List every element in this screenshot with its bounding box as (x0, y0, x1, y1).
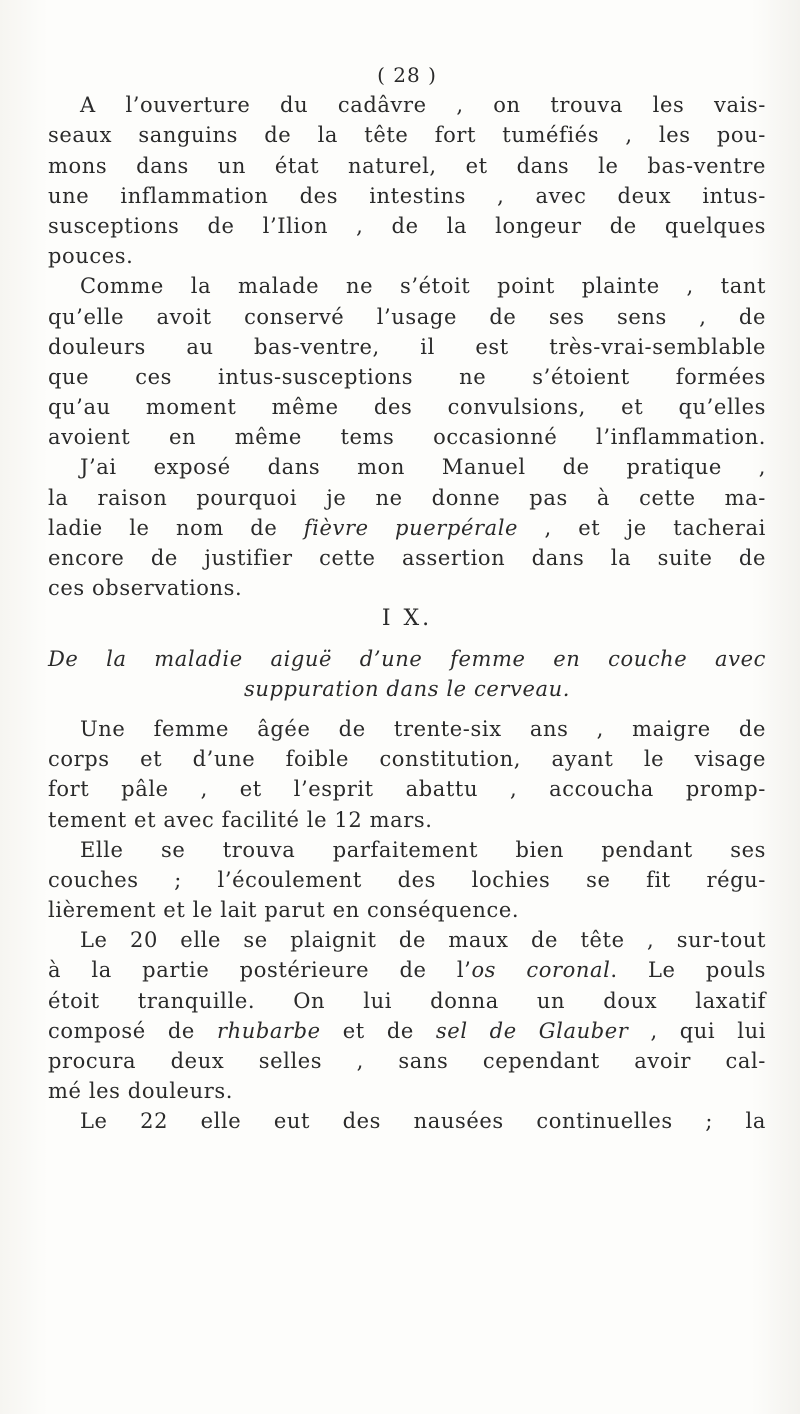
text-line-mixed (48, 1016, 766, 1046)
italic-term: sel de Glauber (435, 1018, 629, 1043)
text-line: procura deux selles , sans cependant avoir cal- (48, 1049, 766, 1073)
text-line: Elle se trouva parfaitement bien pendant ses (80, 837, 766, 862)
text-line: seaux sanguins de la tête fort tuméfiés , les pou- (48, 123, 766, 148)
section-number: I X. (381, 606, 433, 632)
text-line: couches ; l’écoulement des lochies se fit régu- (48, 867, 766, 892)
text-line: susceptions de l’Ilion , de la longeur de quelques (48, 213, 766, 238)
page-number: ( 28 ) (377, 63, 437, 87)
text-line: étoit tranquille. On lui donna un doux laxatif (48, 988, 766, 1013)
text-span: , et je tacherai (518, 515, 766, 540)
spacer (48, 634, 766, 644)
text-line: encore de justifier cette assertion dans la suite de (48, 546, 766, 570)
text-line: A l’ouverture du cadâvre , on trouva les vais- (80, 93, 766, 118)
italic-term: os coronal (471, 958, 611, 983)
italic-term: rhubarbe (216, 1018, 321, 1043)
text-line: avoient en même tems occasionné l’inflammation. (48, 425, 766, 450)
text-line: qu’au moment même des convulsions, et qu’elles (48, 395, 766, 420)
text-span: ladie le nom de (48, 515, 304, 540)
text-line: ces observations. (48, 576, 243, 601)
text-line: mons dans un état naturel, et dans le bas-ventre (48, 153, 766, 178)
text-line: fort pâle , et l’esprit abattu , accoucha promp- (48, 777, 766, 802)
text-line-mixed (48, 955, 766, 985)
text-line: mé les douleurs. (48, 1079, 233, 1104)
text-line: qu’elle avoit conservé l’usage de ses sens , de (48, 304, 766, 329)
text-line: Comme la malade ne s’étoit point plainte , tant (80, 274, 766, 299)
text-line: que ces intus-susceptions ne s’étoient formées (48, 364, 766, 389)
text-line: Le 22 elle eut des nausées continuelles ; la (80, 1109, 766, 1134)
text-span: composé de (48, 1018, 217, 1043)
section-title: De la maladie aiguë d’une femme en couche avec (48, 646, 766, 671)
text-line: lièrement et le lait parut en conséquence. (48, 898, 520, 923)
text-line: J’ai exposé dans mon Manuel de pratique , (80, 455, 766, 480)
spacer (48, 704, 766, 714)
text-line: pouces. (48, 244, 134, 269)
text-span: à la partie postérieure de l’ (48, 958, 472, 983)
section-title: suppuration dans le cerveau. (243, 676, 571, 701)
text-line: tement et avec facilité le 12 mars. (48, 807, 433, 832)
italic-term: fièvre puerpérale (303, 515, 519, 540)
page-text (48, 60, 766, 1137)
text-line: Le 20 elle se plaignit de maux de tête , sur-tout (80, 928, 766, 953)
text-line: corps et d’une foible constitution, ayant le visage (48, 747, 766, 772)
text-span: et de (320, 1018, 436, 1043)
text-span: , qui lui (628, 1018, 767, 1043)
text-line: douleurs au bas-ventre, il est très-vrai-semblable (48, 334, 766, 359)
text-line: une inflammation des intestins , avec deux intus- (48, 183, 766, 208)
text-span: . Le pouls (610, 958, 766, 983)
text-line: Une femme âgée de trente-six ans , maigre de (80, 716, 766, 741)
text-line-mixed (48, 513, 766, 543)
text-line: la raison pourquoi je ne donne pas à cette ma- (48, 485, 766, 510)
